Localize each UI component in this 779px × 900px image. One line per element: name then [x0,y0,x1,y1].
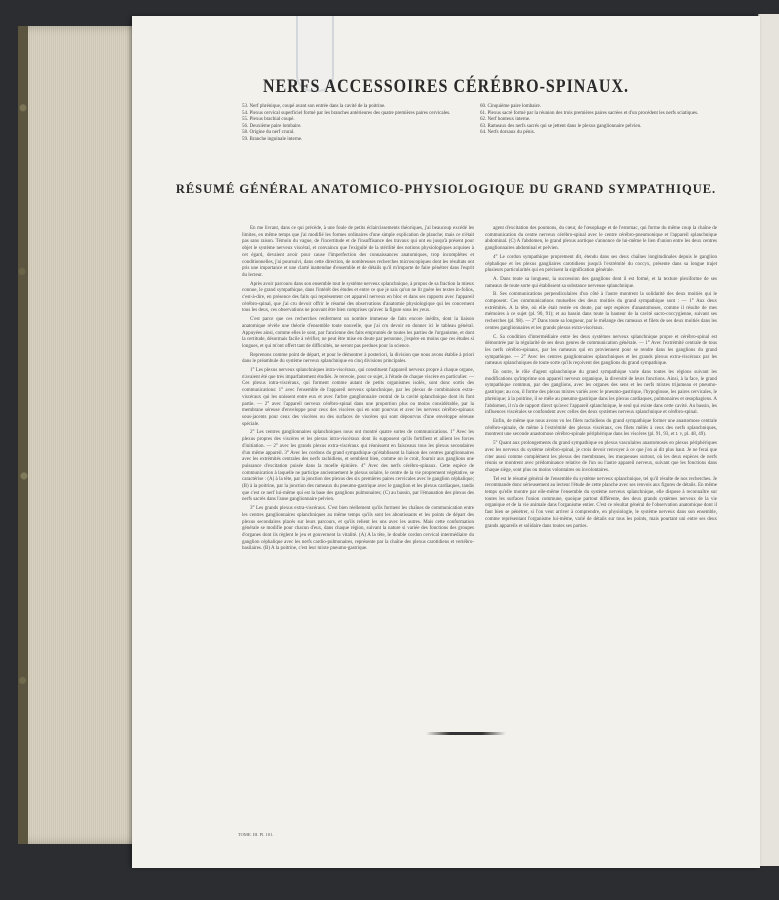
legend-item: 62. Nerf honteux interne. [480,117,531,123]
paragraph: Reprenons comme point de départ, et pour le démontrer à posteriori, la division que nous avons établie à priori dans le préambule du système nerveux splanchnique en cinq divisions principales. [242,352,474,365]
legend-item: 55. Plexus brachial coupé. [242,117,295,123]
page-footnote: TOME. III. Pl. 101. [238,832,274,837]
paragraph: 2° Les centres ganglionnaires splanchniques nous ont montré quatre sortes de communications. 1° Avec les plexus propres des viscères et les plexus intra-viscéraux dont ils supposent qu'ils fortifient et allient les forces d'initiation. — 2° avec les grands plexus extra-viscéraux qui réunissent en faisceaux tous les plexus secondaires d'un même appareil. 3° Avec les cordons du grand sympathique qu'établissent la liaison des centres ganglionnaires avec les extrémités centrales des nerfs rachidiens, et semblent bien, comme on le croit, fournir aux ganglions une puissance d'excitation puisée dans la moelle épinière. 4° Avec des nerfs cérébro-spinaux. Cette espèce de communication à laquelle ne participe anciennement le plexus solaire, le centre de la vie proprement végétative, se caractérise : (A) à la tête, par la jonction des plexus des six premières paires cervicales avec le ganglion céphalique; (B) à la poitrine, par la jonction des rameaux du pneumo-gastrique avec le ganglion et les plexus cardiaques, tandis que c'est ce nerf lui-même qui est la base des ganglions pulmonaires; (C) au bassin, par l'émanation des plexus des nerfs sacrés dans l'anse ganglionnaire pelvien. [242,430,474,503]
text-column-right [485,226,717,532]
legend-item: 58. Origine du nerf crural. [242,130,295,136]
paragraph: A. Dans toute sa longueur, la succession des ganglions dont il est formé, et la texture plexiforme de ses rameaux de toute sorte qui établissent sa substance nerveuse splanchnique. [485,276,717,289]
paragraph: En me livrant, dans ce qui précède, à une foule de petits éclaircissements théoriques, j'ai beaucoup excédé les limites, en même temps que j'ai modifié les formes ordinaires d'une simple explication de planche; mais ce n'était pas sans raison. Témoin du vague, de l'incertitude et de l'insuffisance des travaux qui ont eu jusqu'à présent pour objet le système nerveux viscéral, et convaincu que l'exiguïté de la stérilité des notions physiologiques acquises à cet égard, devaient avoir pour cause l'imperfection des connaissances anatomiques, trop incomplètes et conditionnelles, j'ai poursuivi, dans cette direction, de nombreuses recherches microscopiques dont les résultats ont pris une importance et une clarté inattendue d'ensemble et de détails qu'il m'importe de faire pénétrer dans l'esprit du lecteur. [242,226,474,278]
paragraph: 1° Les plexus nerveux splanchniques intra-viscéraux, qui constituent l'appareil nerveux propre à chaque organe, n'avaient été que très imparfaitement étudiés. Je renvoie, pour ce sujet, à l'étude de chaque viscère en particulier. — Ces plexus intra-viscéraux, qui forment comme autant de petits organismes isolés, sont donc sortis des communications: 1° avec l'ensemble de l'appareil nerveux splanchnique, par les plexus de combinaison extra-viscéraux qui les unissent entre eux et avec l'arbre ganglionnaire central de la cavité splanchnique dont ils font partie. — 2° avec l'appareil nerveux cérébro-spinal dans une proportion plus ou moins considérable, par la membrane séreuse d'enveloppe pour ceux des viscères qui en sont pourvus et avec les nerveux cérébro-spinaux sous-jacents pour ceux des viscères ou des surfaces de viscères qui sont dépourvus d'une enveloppe séreuse spéciale. [242,368,474,427]
section-title: RÉSUMÉ GÉNÉRAL ANATOMICO-PHYSIOLOGIQUE DU GRAND SYMPATHIQUE. [175,182,717,196]
paragraph: Enfin, de même que nous avons vu les filets rachidiens du grand sympathique former une anastomose centrale cérébro-spinale, de même à l'extrémité des plexus viscéraux, ces filets mêlés à ceux des nerfs splanchniques, montrent une seconde anastomose cérébro-spinale périphérique dans les viscères (pl. 91, 93, et t. v, pl. 48, 49). [485,418,717,438]
book-page-edges [18,26,146,844]
paragraph: B. Ses communications perpendiculaires d'un côté à l'autre montrent la solidarité des deux moitiés qui le composent. Ces communications mutuelles des deux moitiés du grand sympathique sont : — 1° Aux deux extrémités. A la tête, où elle était restée en doute, par sept espèces d'anastomoses, comme il résulte de mes mémoires à ce sujet (pl. 90, 91); et au bassin dans toute la hauteur de la cavité sacro-coccygienne, suivant ses recherches (pl. 98). — 2° Dans toute sa longueur, par le mélange des rameaux et filets de ses deux moitiés dans les centres ganglionnaires et les grands plexus extra-viscéraux. [485,292,717,331]
plate-heading: NERFS ACCESSOIRES CÉRÉBRO-SPINAUX. [262,76,630,97]
paragraph: C. Sa condition d'intermédiaire entre les deux systèmes nerveux splanchnique propre et cérébro-spinal est démontrée par la régularité de ses deux genres de communication générale. — 1° Avec l'extrémité centrale de tous les nerfs cérébro-spinaux, par les rameaux qui en proviennent pour se rendre dans les ganglions du grand sympathique. — 2° Avec les centres ganglionnaires splanchniques et les grands plexus extra-viscéraux par les rameaux splanchniques de toute sorte qu'ils reçoivent des ganglions du grand sympathique. [485,334,717,367]
divider-ornament [426,732,506,735]
paragraph: Tel est le résumé général de l'ensemble du système nerveux splanchnique, tel qu'il résulte de nos recherches. Je recommande donc sérieusement au lecteur l'étude de cette planche avec ses renvois aux figures de détails. En même temps qu'elle montre par elle-même l'ensemble du système nerveux splanchnique, elle dispose à reconnaître sur toutes les surfaces l'union commune, quoique partout différente, des deux grands systèmes nerveux de la vie organique et de la vie animale dans l'organisme entier. C'est ce résultat général de l'observation anatomique dont il faut bien se pénétrer, si l'on veut arriver à comprendre, en physiologie, le système nerveux dans son ensemble, comme représentant l'organisme lui-même, varié de détails sur tous les points, mais pourtant uni entre ses deux grands appareils et solidaire dans toutes ses parties. [485,476,717,529]
paragraph: 4° Le cordon sympathique proprement dit, étendu dans ses deux chaînes longitudinales depuis le ganglion céphalique et les plexus gangliaires carotidiens jusqu'à l'extrémité du coccyx, présente dans sa longue trajet plusieurs particularités qui en précisent la signification générale. [485,254,717,274]
legend-item: 54. Plexus cervical superficiel formé par les branches antérieures des quatre premières paires cervicales. [242,110,451,116]
legend-item: 60. Cinquième paire lombaire. [480,104,541,109]
text-column-left [242,226,474,555]
marbled-cover-edge [18,26,28,844]
legend-item: 56. Deuxième paire lombaire. [242,123,302,129]
legend-item: 61. Plexus sacré formé par la réunion des trois premières paires sacrées et d'un procédent les nerfs sciatiques. [480,110,699,116]
facing-page-edge [758,14,779,866]
paragraph: 3° Les grands plexus extra-viscéraux. C'est bien réellement qu'ils forment les chaînes de communication entre les centres ganglionnaires splanchniques au même temps qu'ils sont les aboutissants et les points de départ des plexus secondaires placés sur leurs parcours, et qu'ils relient les uns avec les autres. Mais cette conformation générale se modifie pour chacun d'eux, dans chaque région, suivant la nature si variée des fonctions des groupes d'organes dont ils règlent le jeu et gouvernent la vitalité. (A) A la tête, le double cordon cervical intermédiaire du ganglion céphalique avec les nerfs cardio-pulmonaires, représente par la chaîne des plexus carotidiens et vertébro-basilaires. (B) A la poitrine, c'est leur mixte pneumo-gastrique. [242,506,474,552]
legend-right [480,104,720,137]
paragraph: agent d'excitation des poumons, du cœur, de l'œsophage et de l'estomac, qui forme du même coup la chaîne de communication du centre nerveux cérébro-spinal avec le centre cérébro-pneumonique et l'appareil splanchnique abdominal. (C) A l'abdomen, le grand plexus aortique s'annonce de lui-même le lien d'union entre les deux centres ganglionnaires abdominal et pelvien. [485,226,717,252]
paragraph: En outre, le rôle d'agent splanchnique du grand sympathique varie dans toutes les régions suivant les modifications qu'imprime son appareil nerveux organique, la diversité de leurs fonctions. Ainsi, à la face, le grand sympathique commun, par des ganglions, avec les organes des sens et les nerfs mixtes trijumeau et pneumo-gastrique; au cou, il forme des plexus mixtes variés avec le pneumo-gastrique, l'hypoglosse, les paires cervicales, le phrénique; à la poitrine, il se mêle au pneumo-gastrique dans les plexus cardiaques, pulmonaires et œsophagiens. A l'abdomen, il n'a de rapport direct qu'avec l'appareil splanchnique, le seul qui existe dans cette cavité. Au bassin, les influences viscérales se confondent avec celles des deux systèmes nerveux splanchnique et cérébro-spinal. [485,370,717,416]
legend-item: 59. Branche inguinale interne. [242,136,303,142]
paragraph: Après avoir parcouru dans son ensemble tout le système nerveux splanchnique, à propos de sa fraction la mieux connue, le grand sympathique, dans l'intérêt des études et entre ce que je sais qu'un ne lit guère les textes in-folios, c'est-à-dire, en présence des faits qui représentent cet appareil nerveux en bloc et dans ses rapports avec l'appareil cérébro-spinal, que j'ai cru devoir offrir le résumé des observations d'anatomie physiologique qui les concernent tous les deux, ces observations ne pouvant être bien comprises qu'avec la figure sous les yeux. [242,281,474,314]
legend-item: 63. Rameaux des nerfs sacrés qui se jettent dans le plexus ganglionnaire pelvien. [480,123,642,129]
legend-left [242,104,507,144]
legend-item: 64. Nerfs dorsaux du pénis. [480,130,535,136]
paragraph: 5° Quant aux prolongements du grand sympathique en plexus vasculaires anastomosés en plexus périphériques avec les nerveux du système cérébro-spinal, je crois devoir renvoyer à ce que j'en ai dit plus haut. Je ne ferai que citer aussi comme complément les plexus des membranes, les muqueuses surtout, où les deux espèces de nerfs réunis se montrent avec prédominance relative de l'un ou l'autre appareil nerveux, suivant que les fonctions dans chaque siège, sont plus ou moins volontaires ou involontaires. [485,441,717,473]
legend-item: 53. Nerf phrénique, coupé avant son entrée dans la cavité de la poitrine. [242,104,386,109]
paragraph: C'est parce que ces recherches renferment un nombre immense de faits encore inédits, dont la liaison anatomique révèle une théorie d'ensemble toute nouvelle, que j'ai cru devoir en donner ici le tableau général. Appuyées ainsi, comme elles le sont, par l'ancienne des faits empruntés de toutes les parties de l'organisme, et dont la certitude, désormais facile à vérifier, ne peut être mise en doute par personne, j'espère en moins que ces études si longues, et qui m'ont offert tant de difficultés, ne seront pas perdues pour la science. [242,317,474,349]
book-page [132,16,760,868]
